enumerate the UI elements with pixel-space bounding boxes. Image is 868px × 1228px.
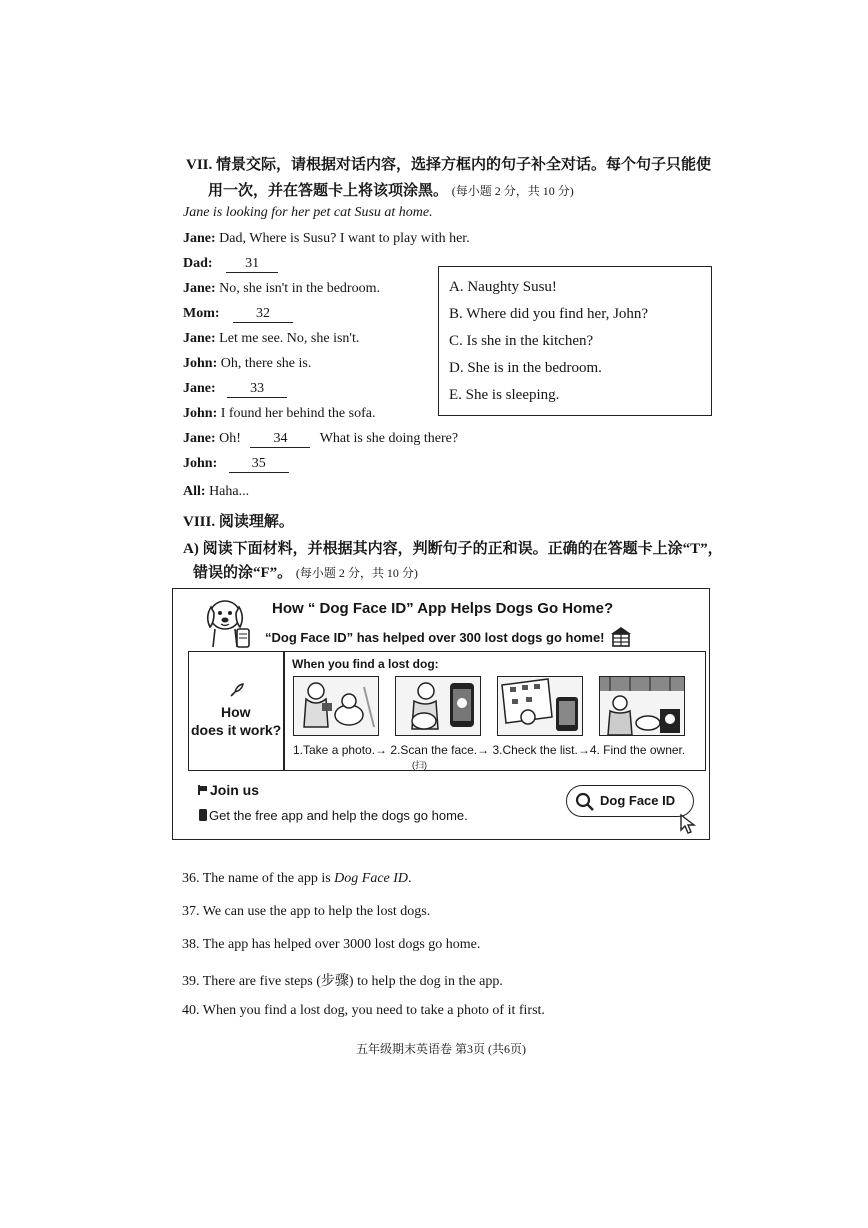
line-text: Oh!	[219, 431, 241, 446]
statement-number: 39.	[182, 974, 200, 989]
line-text: I found her behind the sofa.	[220, 406, 376, 421]
option-e: E. She is sleeping.	[449, 387, 560, 403]
card-subtitle	[265, 630, 605, 645]
subtitle-text: has helped over 300 lost dogs go home!	[353, 630, 605, 645]
dialogue-line-7	[183, 381, 287, 398]
speaker: John:	[183, 406, 218, 421]
parta-note: (每小题 2 分，共 10 分)	[295, 566, 418, 580]
how-label: How	[221, 704, 251, 720]
phone-icon	[197, 808, 209, 822]
section7-heading-note: (每小题 2 分，共 10 分)	[451, 184, 574, 198]
line-text: Let me see. No, she isn't.	[219, 331, 360, 346]
speaker: Mom:	[183, 306, 220, 321]
section8-parta-line1: A) 阅读下面材料，并根据其内容，判断句子的正和误。正确的在答题卡上涂“T”，	[183, 541, 723, 557]
does-it-work-label: does it work?	[191, 722, 282, 738]
statement-number: 38.	[182, 937, 200, 952]
statement-39	[182, 970, 503, 990]
app-name: “Dog Face ID”	[265, 630, 354, 645]
dialogue-line-8	[183, 406, 375, 422]
statement-text: The app has helped over 3000 lost dogs go home.	[202, 937, 481, 952]
dialogue-line-5	[183, 331, 359, 347]
step-photo-scan-face	[395, 676, 481, 736]
options-box	[438, 266, 712, 416]
statement-app-name: Dog Face ID	[334, 871, 409, 886]
line-text: Haha...	[209, 484, 250, 499]
statement-text: When you find a lost dog, you need to take a photo of it first.	[202, 1003, 545, 1018]
statement-number: 40.	[182, 1003, 200, 1018]
line-text: What is she doing there?	[319, 431, 459, 446]
how-it-works-box	[188, 651, 706, 771]
statement-number: 36.	[182, 871, 200, 886]
dialogue-line-11	[183, 484, 249, 500]
section8-parta-line2	[193, 561, 418, 582]
when-label: When you find a lost dog:	[292, 657, 439, 671]
cursor-icon	[679, 813, 697, 835]
dialogue-line-6	[183, 356, 311, 372]
speaker: Dad:	[183, 256, 213, 271]
speaker: Jane:	[183, 281, 216, 296]
speaker: Jane:	[183, 331, 216, 346]
speaker: Jane:	[183, 381, 216, 396]
statement-36	[182, 871, 412, 887]
statement-end: .	[408, 871, 412, 886]
speaker: Jane:	[183, 431, 216, 446]
divider	[283, 652, 285, 770]
flag-icon	[197, 784, 209, 796]
dialogue-line-10	[183, 456, 289, 473]
statement-text: The name of the app is	[202, 871, 335, 886]
statement-text: We can use the app to help the lost dogs.	[202, 904, 431, 919]
option-a: A. Naughty Susu!	[449, 279, 557, 295]
step-photo-find-owner	[599, 676, 685, 736]
dialogue-line-2	[183, 256, 278, 273]
speaker: Jane:	[183, 231, 216, 246]
statement-37	[182, 904, 430, 920]
rocket-icon	[229, 682, 245, 698]
dialogue-line-3	[183, 281, 380, 297]
search-icon	[575, 792, 595, 812]
page-footer: 五年级期末英语卷 第3页 (共6页)	[356, 1042, 526, 1056]
parta-text: 错误的涂“F”。	[193, 565, 293, 581]
speaker: All:	[183, 484, 206, 499]
statement-text: There are five steps (步骤) to help the dog in the app.	[202, 974, 503, 989]
line-text: No, she isn't in the bedroom.	[219, 281, 380, 296]
dialogue-line-1	[183, 231, 470, 247]
dialogue-intro: Jane is looking for her pet cat Susu at home.	[183, 205, 433, 220]
statement-number: 37.	[182, 904, 200, 919]
statement-40	[182, 1003, 545, 1019]
steps-caption: 1.Take a photo.→ 2.Scan the face.→ 3.Check the list.→4. Find the owner.	[293, 743, 686, 757]
dog-icon	[201, 593, 253, 649]
dialogue-line-9	[183, 431, 458, 448]
answer-blank-33[interactable]: 33	[227, 381, 287, 398]
app-search-button[interactable]	[566, 785, 694, 817]
dialogue-line-4	[183, 306, 293, 323]
answer-blank-34[interactable]: 34	[250, 431, 310, 448]
answer-blank-32[interactable]: 32	[233, 306, 293, 323]
reading-card	[172, 588, 710, 840]
step-photo-check-list	[497, 676, 583, 736]
section7-heading-line1: VII. 情景交际，请根据对话内容，选择方框内的句子补全对话。每个句子只能使	[186, 157, 712, 173]
house-icon	[609, 625, 633, 647]
line-text: Dad, Where is Susu? I want to play with her.	[219, 231, 470, 246]
speaker: John:	[183, 356, 218, 371]
join-us-label: Join us	[210, 782, 260, 798]
option-d: D. She is in the bedroom.	[449, 360, 602, 376]
option-c: C. Is she in the kitchen?	[449, 333, 594, 349]
speaker: John:	[183, 456, 218, 471]
option-b: B. Where did you find her, John?	[449, 306, 649, 322]
card-title: How “ Dog Face ID” App Helps Dogs Go Home?	[272, 600, 614, 617]
section7-heading-text: 用一次，并在答题卡上将该项涂黑。	[208, 183, 449, 199]
step-photo-take-photo	[293, 676, 379, 736]
section8-heading: VIII. 阅读理解。	[183, 514, 294, 530]
line-text: Oh, there she is.	[220, 356, 312, 371]
search-label: Dog Face ID	[600, 793, 676, 808]
answer-blank-31[interactable]: 31	[226, 256, 278, 273]
answer-blank-35[interactable]: 35	[229, 456, 289, 473]
statement-38	[182, 937, 480, 953]
section7-heading-line2	[208, 179, 574, 200]
scan-note: (扫)	[412, 760, 427, 770]
get-app-label: Get the free app and help the dogs go home.	[209, 808, 468, 823]
